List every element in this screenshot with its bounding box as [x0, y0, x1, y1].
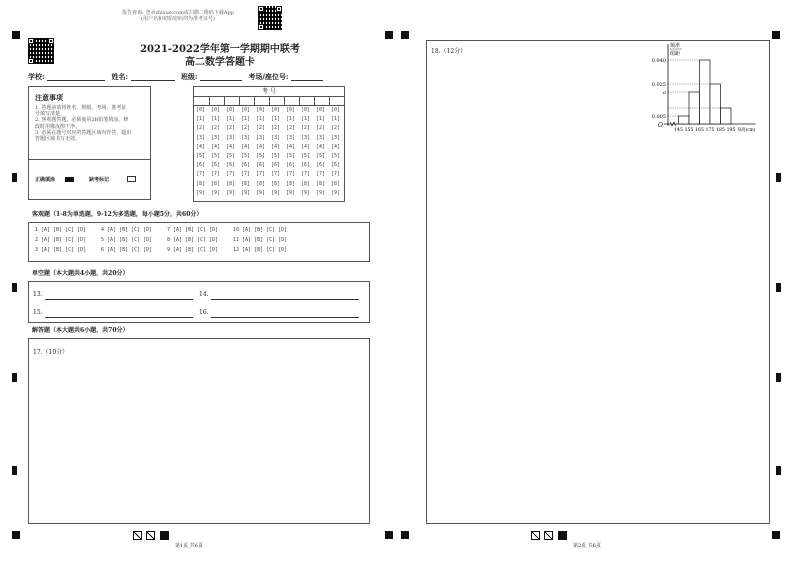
exam-id-bubble[interactable]: [3] [256, 134, 266, 141]
q15-label: 15. [33, 309, 43, 316]
fill-blank-title: 单空题（本大题共4小题，共20分） [32, 270, 129, 277]
exam-id-bubble[interactable]: [2] [301, 125, 311, 132]
q18-label: 18.（12分） [431, 48, 467, 55]
exam-id-bubble[interactable]: [0] [211, 107, 221, 113]
y-axis-label: 频率 [670, 43, 681, 49]
exam-id-bubble[interactable]: [0] [271, 107, 281, 113]
histogram-bar [721, 108, 732, 124]
timing-mark [776, 373, 781, 382]
exam-id-bubble[interactable]: [0] [286, 107, 296, 113]
page-code-box [133, 531, 142, 540]
exam-id-bubble[interactable]: [0] [301, 107, 311, 113]
exam-id-bubble[interactable]: [7] [331, 171, 341, 178]
exam-id-bubble[interactable]: [6] [211, 162, 221, 169]
seat-label: 考场/座位号: [248, 72, 289, 81]
exam-id-bubble[interactable]: [3] [316, 134, 326, 141]
qr-finder [28, 58, 34, 64]
corner-mark-br [385, 531, 393, 539]
y-tick-label: 0.005 [651, 113, 666, 120]
exam-id-bubble[interactable]: [3] [331, 134, 341, 141]
qr-finder [28, 38, 34, 44]
exam-id-bubble[interactable]: [2] [226, 125, 236, 132]
page-code-fill [160, 531, 169, 540]
exam-id-bubble[interactable]: [8] [301, 180, 311, 187]
exam-id-bubble[interactable]: [9] [316, 189, 326, 196]
exam-id-bubble[interactable]: [3] [211, 134, 221, 141]
exam-id-bubble[interactable]: [2] [271, 125, 281, 132]
exam-id-bubble[interactable]: [5] [241, 153, 251, 159]
objective-question[interactable]: 9 [A] [B] [C] [D] [167, 247, 219, 253]
page-subtitle: 高二数学答题卡 [185, 57, 255, 68]
q17-label: 17.（10分） [33, 349, 69, 356]
exam-id-bubble[interactable]: [3] [196, 134, 206, 141]
x-tick-label: 165 [695, 128, 704, 133]
exam-id-bubble[interactable]: [5] [316, 153, 326, 159]
exam-id-bubble[interactable]: [5] [196, 153, 206, 159]
exam-id-bubble[interactable]: [5] [211, 153, 221, 159]
class-label: 班级: [180, 72, 198, 81]
exam-id-bubble[interactable]: [8] [271, 180, 281, 187]
id-column-divider [299, 96, 300, 105]
exam-id-bubble[interactable]: [1] [301, 116, 311, 123]
x-tick-label: 145 [674, 128, 683, 133]
page-number-2: 第2页 共6页 [573, 543, 601, 549]
notice-text [35, 105, 147, 142]
objective-question[interactable]: 2 [A] [B] [C] [D] [35, 237, 87, 243]
exam-id-bubble[interactable]: [5] [286, 153, 296, 159]
exam-id-bubble[interactable]: [0] [256, 107, 266, 113]
exam-id-bubble[interactable]: [4] [241, 143, 251, 150]
x-tick-label: 175 [705, 128, 715, 133]
notice-line: 改时用橡皮擦干净。 [35, 123, 81, 130]
objective-question[interactable]: 5 [A] [B] [C] [D] [101, 237, 153, 243]
x-tick-label: 155 [684, 128, 694, 133]
exam-id-bubble[interactable]: [0] [331, 107, 341, 113]
exam-id-bubble[interactable]: [7] [241, 171, 251, 178]
exam-id-bubble[interactable]: [3] [286, 134, 296, 141]
exam-id-bubble[interactable]: [6] [241, 162, 251, 169]
exam-id-bubble[interactable]: [2] [316, 125, 326, 132]
class-field[interactable] [200, 72, 242, 81]
solution-title: 解答题（本大题共6小题，共70分） [32, 327, 129, 334]
qr-finder [258, 24, 264, 30]
exam-id-bubble[interactable]: [1] [271, 116, 281, 123]
school-label: 学校: [28, 72, 45, 81]
report-note [108, 10, 248, 22]
school-field[interactable] [47, 72, 105, 81]
objective-question[interactable]: 8 [A] [B] [C] [D] [167, 237, 219, 243]
exam-id-bubble[interactable]: [8] [316, 180, 326, 187]
exam-id-bubble[interactable]: [4] [196, 143, 206, 150]
exam-id-bubble[interactable]: [4] [271, 143, 281, 150]
objective-box [28, 222, 370, 262]
corner-mark-tl [12, 31, 20, 39]
page-code-box [531, 531, 540, 540]
exam-id-box [193, 86, 345, 202]
timing-mark [12, 283, 17, 292]
exam-id-bubble[interactable]: [9] [226, 189, 236, 196]
id-column-divider [284, 96, 285, 105]
exam-id-bubble[interactable]: [3] [241, 134, 251, 141]
exam-id-bubble[interactable]: [7] [211, 171, 221, 178]
exam-id-bubble[interactable]: [4] [211, 143, 221, 150]
histogram-bar [700, 60, 711, 124]
exam-id-bubble[interactable]: [3] [301, 134, 311, 141]
timing-mark [12, 173, 17, 182]
exam-id-bubble[interactable]: [1] [226, 116, 236, 123]
exam-id-bubble[interactable]: [2] [256, 125, 266, 132]
exam-id-bubble[interactable]: [9] [301, 189, 311, 196]
exam-id-bubble[interactable]: [7] [256, 171, 266, 178]
timing-mark [12, 373, 17, 382]
exam-id-bubble[interactable]: [2] [241, 125, 251, 132]
exam-id-bubble[interactable]: [5] [226, 153, 236, 159]
missing-mark-box[interactable] [127, 176, 136, 182]
exam-id-bubble[interactable]: [8] [286, 180, 296, 187]
notice-line: 1. 答题前请将姓名、班级、考场、准考证 [35, 105, 127, 111]
notice-line: 3. 必须在题号对应的答题区域内作答，超出 [35, 129, 132, 136]
y-tick-label: a [663, 89, 666, 96]
seat-field[interactable] [291, 72, 323, 81]
exam-id-bubble[interactable]: [5] [271, 153, 281, 159]
exam-id-bubble[interactable]: [9] [241, 189, 251, 196]
exam-id-bubble[interactable]: [8] [241, 180, 251, 187]
page-title: 2021-2022学年第一学期期中联考 [140, 44, 300, 55]
exam-id-bubble[interactable]: [0] [241, 107, 251, 113]
axis-break-icon [670, 122, 676, 126]
correct-fill-sample [65, 177, 74, 182]
exam-id-bubble[interactable]: [1] [256, 116, 266, 123]
exam-id-bubble[interactable]: [8] [256, 180, 266, 187]
page-code-fill [558, 531, 567, 540]
corner-mark-br2 [772, 531, 780, 539]
q16-answer-line[interactable] [211, 309, 359, 318]
objective-question[interactable]: 3 [A] [B] [C] [D] [35, 247, 87, 253]
notice-line: 号填写清楚。 [35, 111, 66, 118]
exam-id-grid [194, 107, 344, 201]
objective-question[interactable]: 7 [A] [B] [C] [D] [167, 227, 219, 233]
exam-id-bubble[interactable]: [7] [316, 171, 326, 178]
exam-id-bubble[interactable]: [8] [331, 180, 341, 187]
corner-mark-bl [12, 531, 20, 539]
exam-id-bubble[interactable]: [6] [301, 162, 311, 169]
id-column-divider [224, 96, 225, 105]
exam-id-bubble[interactable]: [6] [316, 162, 326, 169]
corner-mark-tr2 [772, 31, 780, 39]
y-tick-label: 0.025 [651, 81, 666, 88]
id-column-divider [239, 96, 240, 105]
corner-mark-bl2 [401, 531, 409, 539]
x-tick-label: 185 [716, 128, 725, 133]
exam-id-bubble[interactable]: [5] [301, 153, 311, 159]
exam-id-bubble[interactable]: [6] [256, 162, 266, 169]
q15-answer-line[interactable] [45, 309, 193, 318]
histogram-chart [640, 40, 770, 135]
q17-answer-area[interactable] [28, 338, 370, 524]
y-tick-label: 0.040 [651, 57, 666, 64]
correct-fill-label: 正确填涂 [35, 177, 56, 183]
objective-question[interactable]: 11 [A] [B] [C] [D] [233, 237, 288, 243]
exam-id-bubble[interactable]: [8] [226, 180, 236, 187]
exam-id-bubble[interactable]: [7] [286, 171, 296, 178]
exam-id-bubble[interactable]: [9] [286, 189, 296, 196]
exam-id-bubble[interactable]: [3] [226, 134, 236, 141]
exam-id-bubble[interactable]: [9] [211, 189, 221, 196]
missing-mark-label: 缺考标记 [89, 177, 110, 183]
student-info-row [28, 72, 368, 81]
q14-answer-line[interactable] [211, 291, 359, 300]
exam-id-bubble[interactable]: [0] [316, 107, 326, 113]
exam-id-bubble[interactable]: [0] [196, 107, 206, 113]
page-number-1: 第1页 共6页 [175, 543, 203, 549]
id-column-divider [314, 96, 315, 105]
notice-line: 2. 客观题答题，必须使用2B铅笔填涂，修 [35, 117, 129, 124]
timing-mark [12, 466, 17, 475]
exam-id-bubble[interactable]: [9] [271, 189, 281, 196]
q13-answer-line[interactable] [45, 291, 193, 300]
exam-id-bubble[interactable]: [6] [196, 162, 206, 169]
qr-finder [258, 6, 264, 12]
corner-mark-tr [385, 31, 393, 39]
exam-id-bubble[interactable]: [5] [256, 153, 266, 159]
exam-id-label: 考 号 [262, 88, 276, 95]
objective-grid [29, 223, 369, 261]
exam-id-bubble[interactable]: [5] [331, 153, 341, 159]
exam-id-bubble[interactable]: [4] [226, 143, 236, 150]
corner-mark-tl2 [401, 31, 409, 39]
exam-id-bubble[interactable]: [1] [316, 116, 326, 123]
histogram-bar [679, 116, 690, 124]
qr-finder [276, 6, 282, 12]
fill-blank-box [28, 281, 370, 323]
name-field[interactable] [131, 72, 175, 81]
exam-id-bubble[interactable]: [6] [271, 162, 281, 169]
exam-id-bubble[interactable]: [2] [286, 125, 296, 132]
report-note-line1: 报告查询: 登录zhixue.com或扫描二维码下载App [122, 10, 234, 16]
x-tick-label: 195 [726, 128, 736, 133]
y-axis-label: 组距 [670, 51, 681, 57]
page-code-box [544, 531, 553, 540]
exam-id-bubble[interactable]: [4] [316, 143, 326, 150]
timing-mark [776, 283, 781, 292]
objective-question[interactable]: 1 [A] [B] [C] [D] [35, 227, 87, 233]
exam-id-bubble[interactable]: [6] [331, 162, 341, 169]
exam-id-bubble[interactable]: [0] [226, 107, 236, 113]
objective-question[interactable]: 12 [A] [B] [C] [D] [233, 247, 288, 253]
id-column-divider [329, 96, 330, 105]
exam-id-bubble[interactable]: [3] [271, 134, 281, 141]
exam-id-bubble[interactable]: [1] [286, 116, 296, 123]
exam-id-bubble[interactable]: [1] [211, 116, 221, 123]
exam-id-bubble[interactable]: [7] [226, 171, 236, 178]
exam-id-bubble[interactable]: [6] [286, 162, 296, 169]
origin-label: O [658, 122, 663, 129]
exam-id-bubble[interactable]: [2] [211, 125, 221, 132]
id-column-divider [254, 96, 255, 105]
exam-id-bubble[interactable]: [1] [331, 116, 341, 123]
qr-finder [48, 38, 54, 44]
exam-id-bubble[interactable]: [2] [331, 125, 341, 132]
exam-id-bubble[interactable]: [7] [196, 171, 206, 178]
histogram-bar [710, 84, 721, 124]
exam-id-bubble[interactable]: [4] [286, 143, 296, 150]
objective-question[interactable]: 4 [A] [B] [C] [D] [101, 227, 153, 233]
exam-id-bubble[interactable]: [1] [196, 116, 206, 123]
exam-id-bubble[interactable]: [9] [196, 189, 206, 196]
report-note-line2: (用户名和初始密码均为准考证号) [141, 16, 215, 23]
name-label: 姓名: [111, 72, 129, 81]
exam-id-bubble[interactable]: [8] [211, 180, 221, 187]
exam-id-bubble[interactable]: [9] [331, 189, 341, 196]
exam-id-bubble[interactable]: [4] [331, 143, 341, 150]
exam-id-bubble[interactable]: [7] [271, 171, 281, 178]
exam-id-bubble[interactable]: [4] [256, 143, 266, 150]
q14-label: 14. [199, 291, 209, 298]
notice-line: 答题区域书写无效。 [35, 136, 81, 143]
exam-id-bubble[interactable]: [7] [301, 171, 311, 178]
exam-id-bubble[interactable]: [4] [301, 143, 311, 150]
id-column-divider [269, 96, 270, 105]
exam-id-bubble[interactable]: [8] [196, 180, 206, 187]
x-axis-label: 身高(cm) [737, 128, 756, 133]
timing-mark [776, 173, 781, 182]
objective-question[interactable]: 6 [A] [B] [C] [D] [101, 247, 153, 253]
id-column-divider [209, 96, 210, 105]
exam-id-bubble[interactable]: [1] [241, 116, 251, 123]
exam-id-bubble[interactable]: [9] [256, 189, 266, 196]
exam-id-bubble[interactable]: [2] [196, 125, 206, 132]
page-code-box [146, 531, 155, 540]
notice-box [28, 86, 151, 200]
objective-question[interactable]: 10 [A] [B] [C] [D] [233, 227, 288, 233]
q16-label: 16. [199, 309, 209, 316]
timing-mark [776, 466, 781, 475]
notice-title: 注意事项 [35, 93, 63, 102]
q13-label: 13. [33, 291, 43, 298]
exam-id-bubble[interactable]: [6] [226, 162, 236, 169]
objective-title: 客观题（1-8为单选题，9-12为多选题，每小题5分，共60分） [32, 211, 203, 218]
